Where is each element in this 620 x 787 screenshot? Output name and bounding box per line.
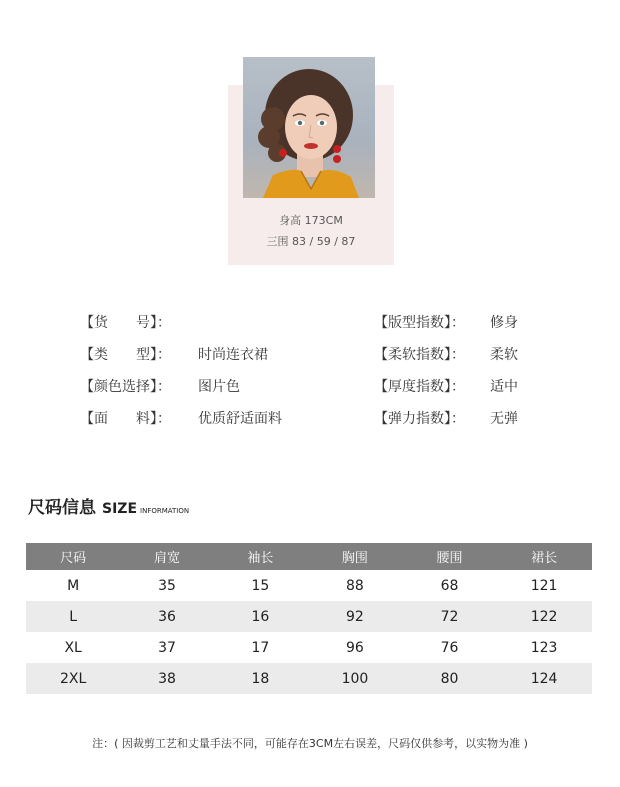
header-sleeve: 袖长	[214, 543, 307, 570]
param-value: 无弹	[490, 411, 518, 427]
table-cell: 37	[158, 639, 176, 656]
header-length: 裙长	[496, 543, 592, 570]
table-cell: 121	[530, 577, 558, 594]
param-label: 【颜色选择】：	[80, 379, 171, 395]
size-table	[26, 543, 592, 694]
model-measurements: 三围 83 / 59 / 87	[266, 235, 356, 248]
param-label: 【版型指数】：	[374, 315, 465, 331]
table-cell: L	[26, 601, 120, 632]
param-label: 【面 料】：	[80, 411, 171, 427]
model-height: 身高 173CM	[279, 214, 343, 227]
table-cell: 38	[120, 663, 213, 694]
table-cell: 100	[307, 663, 403, 694]
table-cell: 68	[440, 577, 459, 594]
param-value: 优质舒适面料	[198, 411, 282, 427]
param-label: 【弹力指数】：	[374, 411, 465, 427]
table-cell: XL	[64, 639, 82, 656]
table-cell: 80	[403, 663, 496, 694]
table-cell: 35	[158, 577, 176, 594]
param-value: 时尚连衣裙	[198, 347, 268, 363]
table-cell: 17	[251, 639, 270, 656]
table-cell: 15	[251, 577, 270, 594]
header-bust: 胸围	[307, 543, 403, 570]
size-title-cn: 尺码信息	[28, 498, 96, 518]
table-cell: 2XL	[26, 663, 120, 694]
param-value: 柔软	[490, 347, 518, 363]
table-cell: M	[67, 577, 80, 594]
model-photo	[243, 57, 375, 198]
table-cell: 88	[346, 577, 364, 594]
size-table-header-row	[26, 543, 592, 570]
header-size: 尺码	[26, 543, 120, 570]
param-label: 【柔软指数】：	[374, 347, 465, 363]
param-value: 图片色	[198, 379, 240, 395]
param-value: 修身	[490, 315, 518, 331]
param-value: 适中	[490, 379, 518, 395]
size-note: 注：( 因裁剪工艺和丈量手法不同，可能存在3CM左右误差，尺码仅供参考，以实物为准 )	[92, 737, 528, 750]
table-cell: 36	[120, 601, 213, 632]
table-row	[26, 601, 592, 632]
table-row	[26, 632, 592, 663]
header-shoulder: 肩宽	[120, 543, 213, 570]
table-cell: 72	[403, 601, 496, 632]
size-title-en: SIZE	[102, 501, 138, 517]
table-cell: 76	[440, 639, 459, 656]
table-cell: 16	[214, 601, 307, 632]
table-row	[26, 663, 592, 694]
size-title-info: INFORMATION	[140, 507, 190, 515]
param-label: 【类 型】：	[80, 347, 171, 363]
param-label: 【厚度指数】：	[374, 379, 465, 395]
size-section-title	[28, 493, 189, 518]
table-row	[26, 570, 592, 601]
table-cell: 92	[307, 601, 403, 632]
table-cell: 123	[530, 639, 558, 656]
table-cell: 122	[496, 601, 592, 632]
table-cell: 124	[496, 663, 592, 694]
param-label: 【货 号】：	[80, 315, 171, 331]
table-cell: 96	[346, 639, 364, 656]
header-waist: 腰围	[403, 543, 496, 570]
table-cell: 18	[214, 663, 307, 694]
